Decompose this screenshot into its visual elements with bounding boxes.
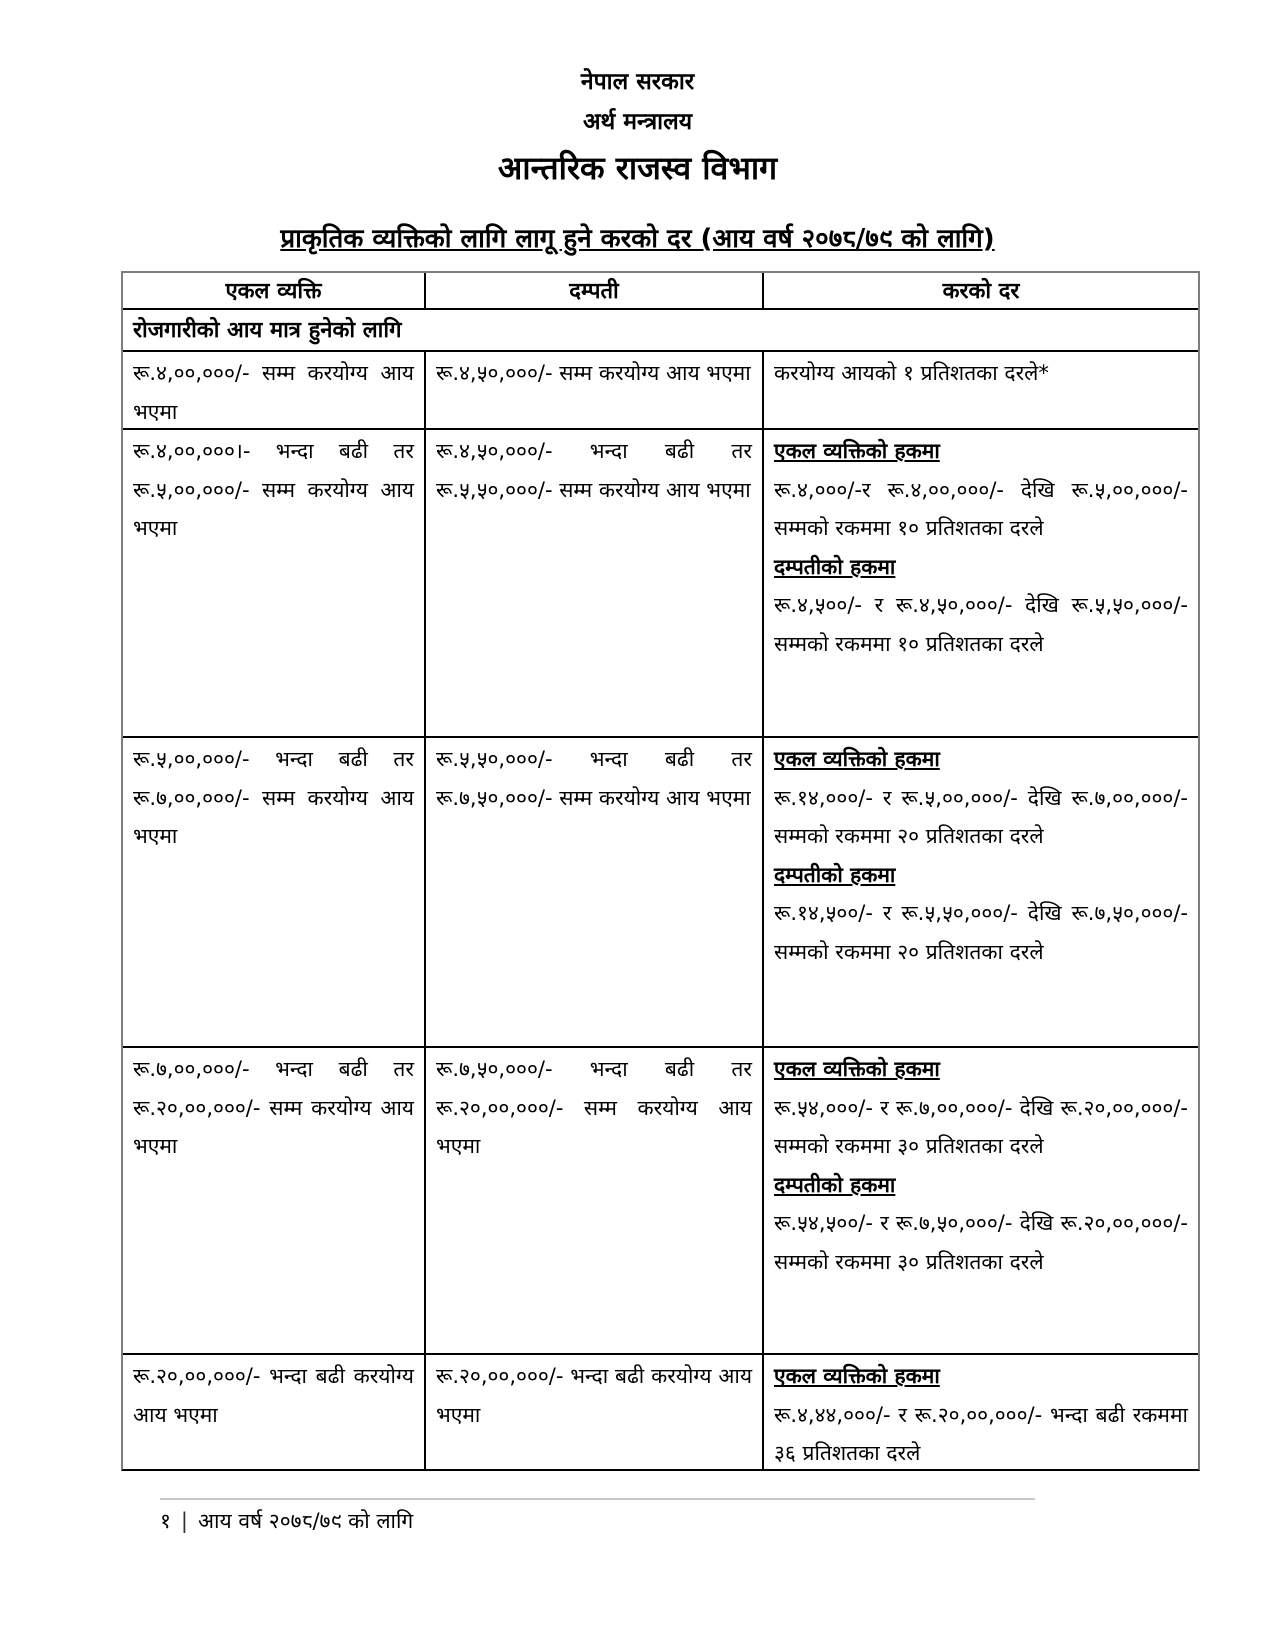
department-title: आन्तरिक राजस्व विभाग xyxy=(497,149,778,187)
government-title: नेपाल सरकार xyxy=(580,69,695,95)
rate-heading-couple: दम्पतीको हकमा xyxy=(774,1172,896,1197)
rate-heading-single: एकल व्यक्तिको हकमा xyxy=(774,1057,940,1081)
table-row xyxy=(123,352,1198,430)
section-header: रोजगारीको आय मात्र हुनेको लागि xyxy=(133,318,402,343)
table-row xyxy=(123,738,1198,1048)
footer-text: आय वर्ष २०७८/७९ को लागि xyxy=(198,1509,414,1533)
single-income-cell: रू.४,००,०००/- सम्म करयोग्य आय भएमा xyxy=(123,352,426,428)
table-section-row xyxy=(123,310,1198,352)
rate-text: रू.१४,५००/- र रू.५,५०,०००/- देखि रू.७,५०,०००/- सम्मको रकममा २० प्रतिशतका दरले xyxy=(774,901,1188,964)
rate-cell xyxy=(764,738,1198,1046)
document-subtitle: प्राकृतिक व्यक्तिको लागि लागू हुने करको दर (आय वर्ष २०७८/७९ को लागि) xyxy=(280,224,995,254)
rate-text: रू.४,४४,०००/- र रू.२०,००,०००/- भन्दा बढी रकममा ३६ प्रतिशतका दरले xyxy=(774,1402,1188,1465)
couple-income-cell: रू.५,५०,०००/- भन्दा बढी तर रू.७,५०,०००/- सम्म करयोग्य आय भएमा xyxy=(426,738,764,1046)
rate-heading-single: एकल व्यक्तिको हकमा xyxy=(774,747,940,771)
table-row xyxy=(123,1048,1198,1355)
column-header-couple: दम्पती xyxy=(426,273,764,308)
rate-heading-couple: दम्पतीको हकमा xyxy=(774,862,896,887)
tax-rate-table xyxy=(121,271,1200,1471)
footer-separator: | xyxy=(180,1509,188,1533)
rate-text: रू.५४,५००/- र रू.७,५०,०००/- देखि रू.२०,००,०००/- सम्मको रकममा ३० प्रतिशतका दरले xyxy=(774,1211,1188,1274)
table-row xyxy=(123,1355,1198,1469)
couple-income-cell: रू.४,५०,०००/- भन्दा बढी तर रू.५,५०,०००/- सम्म करयोग्य आय भएमा xyxy=(426,430,764,736)
couple-income-cell: रू.२०,००,०००/- भन्दा बढी करयोग्य आय भएमा xyxy=(426,1355,764,1469)
rate-cell xyxy=(764,430,1198,736)
rate-heading-couple: दम्पतीको हकमा xyxy=(774,554,896,579)
rate-text: रू.५४,०००/- र रू.७,००,०००/- देखि रू.२०,००,०००/- सम्मको रकममा ३० प्रतिशतका दरले xyxy=(774,1095,1188,1158)
column-header-rate: करको दर xyxy=(942,279,1020,304)
rate-text: करयोग्य आयको १ प्रतिशतका दरले* xyxy=(774,361,1049,385)
rate-text: रू.१४,०००/- र रू.५,००,०००/- देखि रू.७,००,०००/- सम्मको रकममा २० प्रतिशतका दरले xyxy=(774,785,1188,848)
column-header-single: एकल व्यक्ति xyxy=(123,273,426,308)
single-income-cell: रू.५,००,०००/- भन्दा बढी तर रू.७,००,०००/- सम्म करयोग्य आय भएमा xyxy=(123,738,426,1046)
rate-cell xyxy=(764,1355,1198,1469)
single-income-cell: रू.७,००,०००/- भन्दा बढी तर रू.२०,००,०००/- सम्म करयोग्य आय भएमा xyxy=(123,1048,426,1353)
rate-text: रू.४,५००/- र रू.४,५०,०००/- देखि रू.५,५०,०००/- सम्मको रकममा १० प्रतिशतका दरले xyxy=(774,593,1188,656)
single-income-cell: रू.४,००,०००।- भन्दा बढी तर रू.५,००,०००/- सम्म करयोग्य आय भएमा xyxy=(123,430,426,736)
table-row xyxy=(123,430,1198,738)
document-header xyxy=(0,62,1275,261)
couple-income-cell: रू.७,५०,०००/- भन्दा बढी तर रू.२०,००,०००/- सम्म करयोग्य आय भएमा xyxy=(426,1048,764,1353)
rate-cell xyxy=(764,1048,1198,1353)
rate-heading-single: एकल व्यक्तिको हकमा xyxy=(774,439,940,463)
rate-text: रू.४,०००/-र रू.४,००,०००/- देखि रू.५,००,०००/- सम्मको रकममा १० प्रतिशतका दरले xyxy=(774,477,1188,540)
rate-heading-single: एकल व्यक्तिको हकमा xyxy=(774,1364,940,1388)
page-footer xyxy=(160,1498,1035,1536)
rate-cell xyxy=(764,352,1198,428)
single-income-cell: रू.२०,००,०००/- भन्दा बढी करयोग्य आय भएमा xyxy=(123,1355,426,1469)
table-header-row xyxy=(123,273,1198,310)
ministry-title: अर्थ मन्त्रालय xyxy=(582,109,693,135)
page-number: १ xyxy=(160,1509,171,1533)
couple-income-cell: रू.४,५०,०००/- सम्म करयोग्य आय भएमा xyxy=(426,352,764,428)
